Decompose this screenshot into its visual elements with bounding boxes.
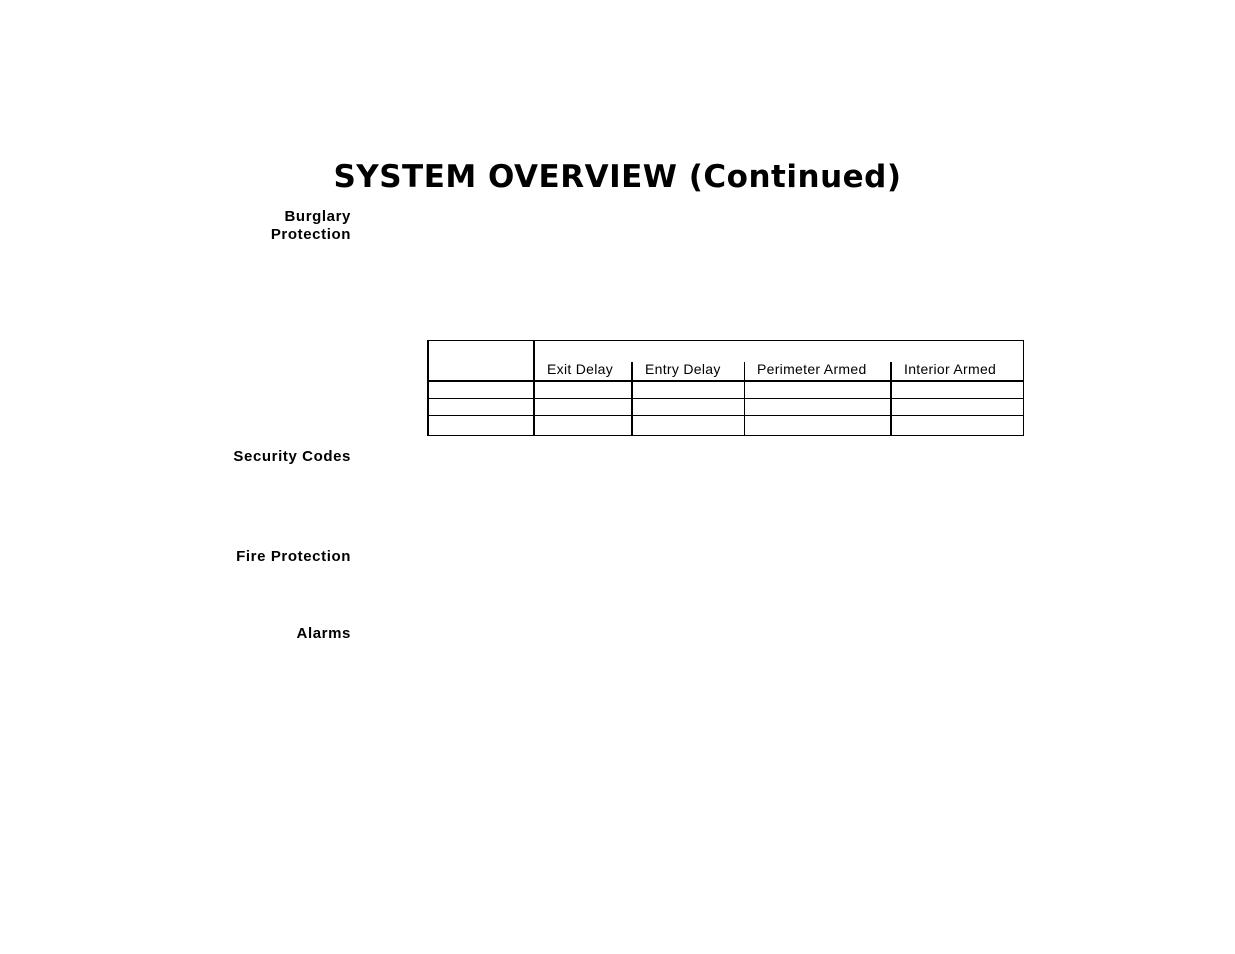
table-row: [429, 416, 1023, 435]
table-column-divider: [744, 362, 745, 436]
table-column-divider: [890, 362, 892, 436]
table-header-interior-armed: Interior Armed: [904, 361, 997, 377]
table-row: [429, 399, 1023, 415]
table-header-divider: [427, 380, 1024, 382]
table-border-top: [427, 340, 1024, 341]
table-row-divider: [427, 398, 1024, 399]
table-row-divider: [427, 415, 1024, 416]
section-label-burglary-protection: [271, 208, 351, 244]
table-border-right: [1023, 340, 1024, 436]
table-border-left: [427, 340, 429, 436]
table-header-exit-delay: Exit Delay: [547, 361, 614, 377]
section-label-fire-protection: Fire Protection: [236, 548, 351, 565]
table-header-perimeter-armed: Perimeter Armed: [757, 361, 867, 377]
page-title: SYSTEM OVERVIEW (Continued): [333, 159, 902, 195]
section-label-line: Burglary: [284, 208, 351, 225]
table-row: [429, 382, 1023, 398]
table-border-bottom: [427, 435, 1024, 436]
section-label-line: Protection: [270, 226, 351, 243]
table-column-divider: [631, 362, 633, 436]
section-label-security-codes: Security Codes: [233, 448, 351, 465]
table-header-entry-delay: Entry Delay: [645, 361, 721, 377]
table-column-divider: [533, 340, 535, 436]
section-label-alarms: Alarms: [296, 625, 351, 642]
